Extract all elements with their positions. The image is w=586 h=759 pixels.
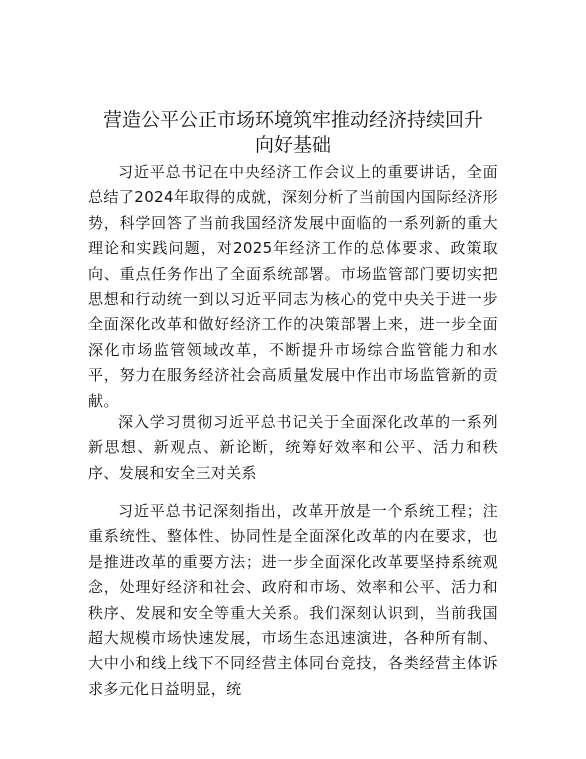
section-heading-paragraph: 深入学习贯彻习近平总书记关于全面深化改革的一系列新思想、新观点、新论断，统筹好效率和公平、活力和秩序、发展和安全三对关系 [88, 413, 498, 482]
body-paragraph-3: 习近平总书记深刻指出，改革开放是一个系统工程；注重系统性、整体性、协同性是全面深化改革的内在要求，也是推进改革的重要方法；进一步全面深化改革要坚持系统观念，处理好经济和社会、政府和市场、效率和公平、活力和秩序、发展和安全等重大关系。我们深刻认识到，当前我国超大规模市场快速发展，市场生态迅速演进，各种所有制、大中小和线上线下不同经营主体同台竞技，各类经营主体诉求多元化日益明显，统 [88, 502, 498, 698]
body-paragraph-1: 习近平总书记在中央经济工作会议上的重要讲话，全面总结了2024年取得的成就，深刻分析了当前国内国际经济形势，科学回答了当前我国经济发展中面临的一系列新的重大理论和实践问题，对2025年经济工作的总体要求、政策取向、重点任务作出了全面系统部署。市场监管部门要切实把思想和行动统一到以习近平同志为核心的党中央关于进一步全面深化改革和做好经济工作的决策部署上来，进一步全面深化市场监管领域改革，不断提升市场综合监管能力和水平，努力在服务经济社会高质量发展中作出市场监管新的贡献。 [88, 163, 498, 410]
document-title-line-2: 向好基础 [254, 134, 331, 156]
document-title-line-1: 营造公平公正市场环境筑牢推动经济持续回升 [102, 109, 483, 131]
